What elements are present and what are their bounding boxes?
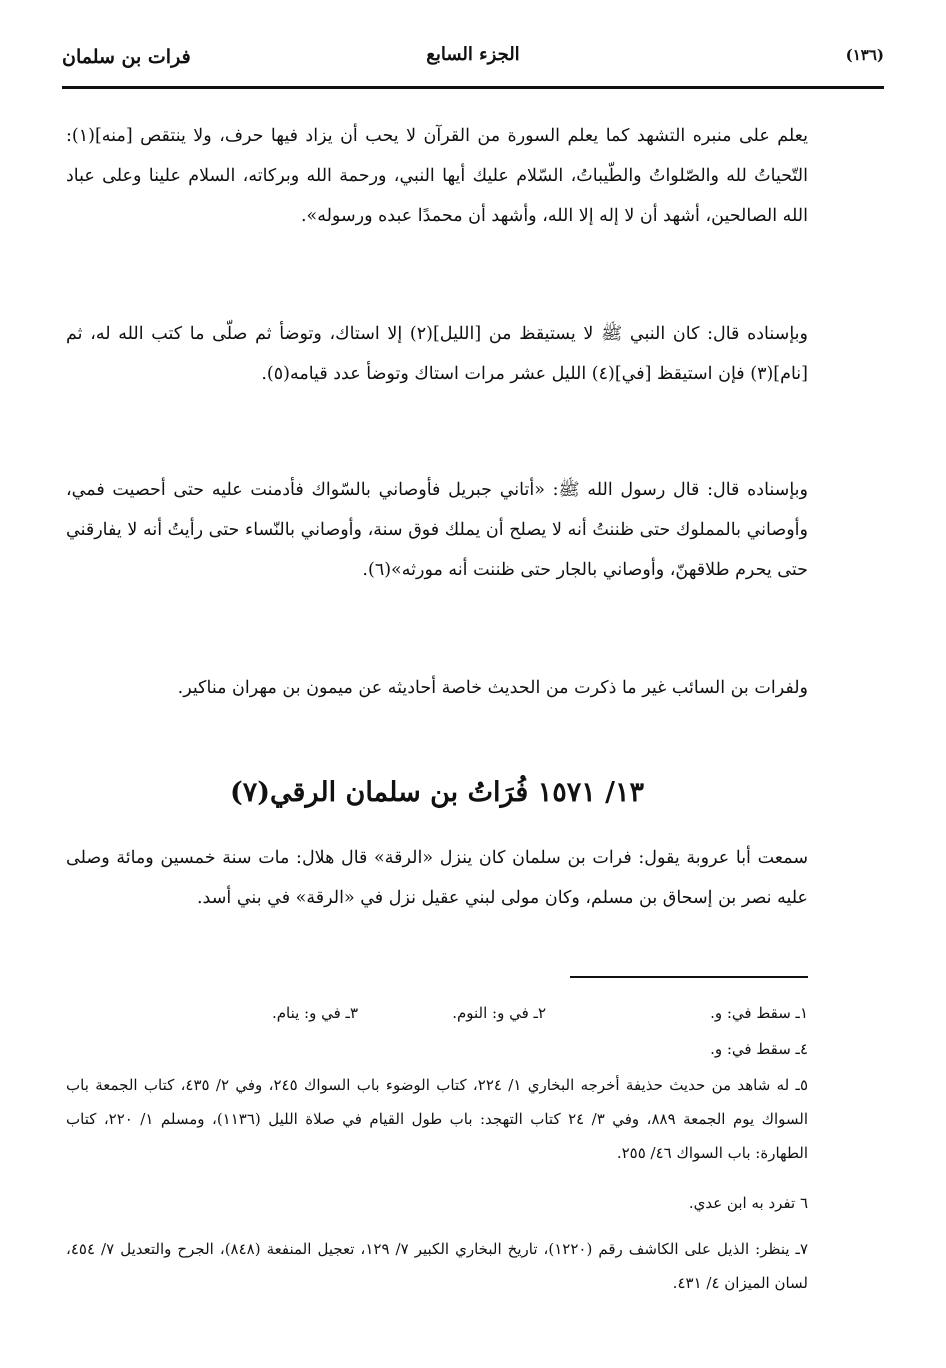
footnote-3: ٣ـ في و: ينام. <box>271 1004 358 1022</box>
paragraph-siwak-night: وبإسناده قال: كان النبي ﷺ لا يستيقظ من [الليل](٢) إلا استاك، وتوضأ ثم صلّى ما كتب الله له، ثم [نام](٣) فإن استيقظ [في](٤) الليل عشر مرات استاك وتوضأ عدد قيامه(٥). <box>66 324 808 384</box>
footnote-7: ٧ـ ينظر: الذيل على الكاشف رقم (١٢٢٠)، تاريخ البخاري الكبير ٧/ ١٢٩، تعجيل المنفعة (٨٤٨)، الجرح والتعديل ٧/ ٤٥٤، لسان الميزان ٤/ ٤٣١. <box>66 1240 809 1292</box>
footnote-2: ٢ـ في و: النوم. <box>452 1004 546 1022</box>
paragraph-biography: سمعت أبا عروبة يقول: فرات بن سلمان كان ينزل «الرقة» قال هلال: مات سنة خمسين ومائة وصلى عليه نصر بن إسحاق بن مسلم، وكان مولى لبني عقيل نزل في «الرقة» في بني أسد. <box>66 848 808 908</box>
footnote-6: ٦ تفرد به ابن عدي. <box>688 1194 808 1212</box>
footnote-5: ٥ـ له شاهد من حديث حذيفة أخرجه البخاري ١/ ٢٢٤، كتاب الوضوء باب السواك ٢٤٥، وفي ٢/ ٤٣٥، كتاب الجمعة باب السواك يوم الجمعة ٨٨٩، وفي ٣/ ٢٤ كتاب التهجد: باب طول القيام في صلاة الليل (١١٣٦)، ومسلم ١/ ٢٢٠، كتاب الطهارة: باب السواك ٤٦/ ٢٥٥. <box>66 1076 809 1162</box>
paragraph-tashahhud: يعلم على منبره التشهد كما يعلم السورة من القرآن لا يحب أن يزاد فيها حرف، ولا ينتقص [منه](١): التّحياتُ لله والصّلواتُ والطّيباتُ، السّلام عليك أيها النبي، ورحمة الله وبركاته، السلام علينا وعلى عباد الله الصالحين، أشهد أن لا إله إلا الله، وأشهد أن محمدًا عبده ورسوله». <box>66 126 808 226</box>
footnote-4: ٤ـ سقط في: و. <box>710 1040 808 1058</box>
paragraph-jibril-advice: وبإسناده قال: قال رسول الله ﷺ: «أتاني جبريل فأوصاني بالسّواك فأدمنت عليه حتى أحصيت فمي، وأوصاني بالمملوك حتى ظننتُ أنه لا يصلح أن يملك فوق سنة، وأوصاني بالنّساء حتى رأيتُ أنه لا يفارقني حتى يحرم طلاقهنّ، وأوصاني بالجار حتى ظننت أنه مورثه»(٦). <box>66 480 808 580</box>
running-title: فرات بن سلمان <box>62 46 191 68</box>
paragraph-furat-narrations: ولفرات بن السائب غير ما ذكرت من الحديث خاصة أحاديثه عن ميمون بن مهران مناكير. <box>177 678 808 698</box>
part-title: الجزء السابع <box>426 44 520 65</box>
page-number: (١٣٦) <box>845 46 884 64</box>
footnotes-divider <box>570 976 808 978</box>
page-header <box>62 40 884 80</box>
footnote-1: ١ـ سقط في: و. <box>710 1004 808 1022</box>
header-divider <box>62 86 884 89</box>
section-heading: ١٣/ ١٥٧١ فُرَاتُ بن سلمان الرقي(٧) <box>229 777 645 808</box>
footnotes-row <box>66 1002 808 1024</box>
